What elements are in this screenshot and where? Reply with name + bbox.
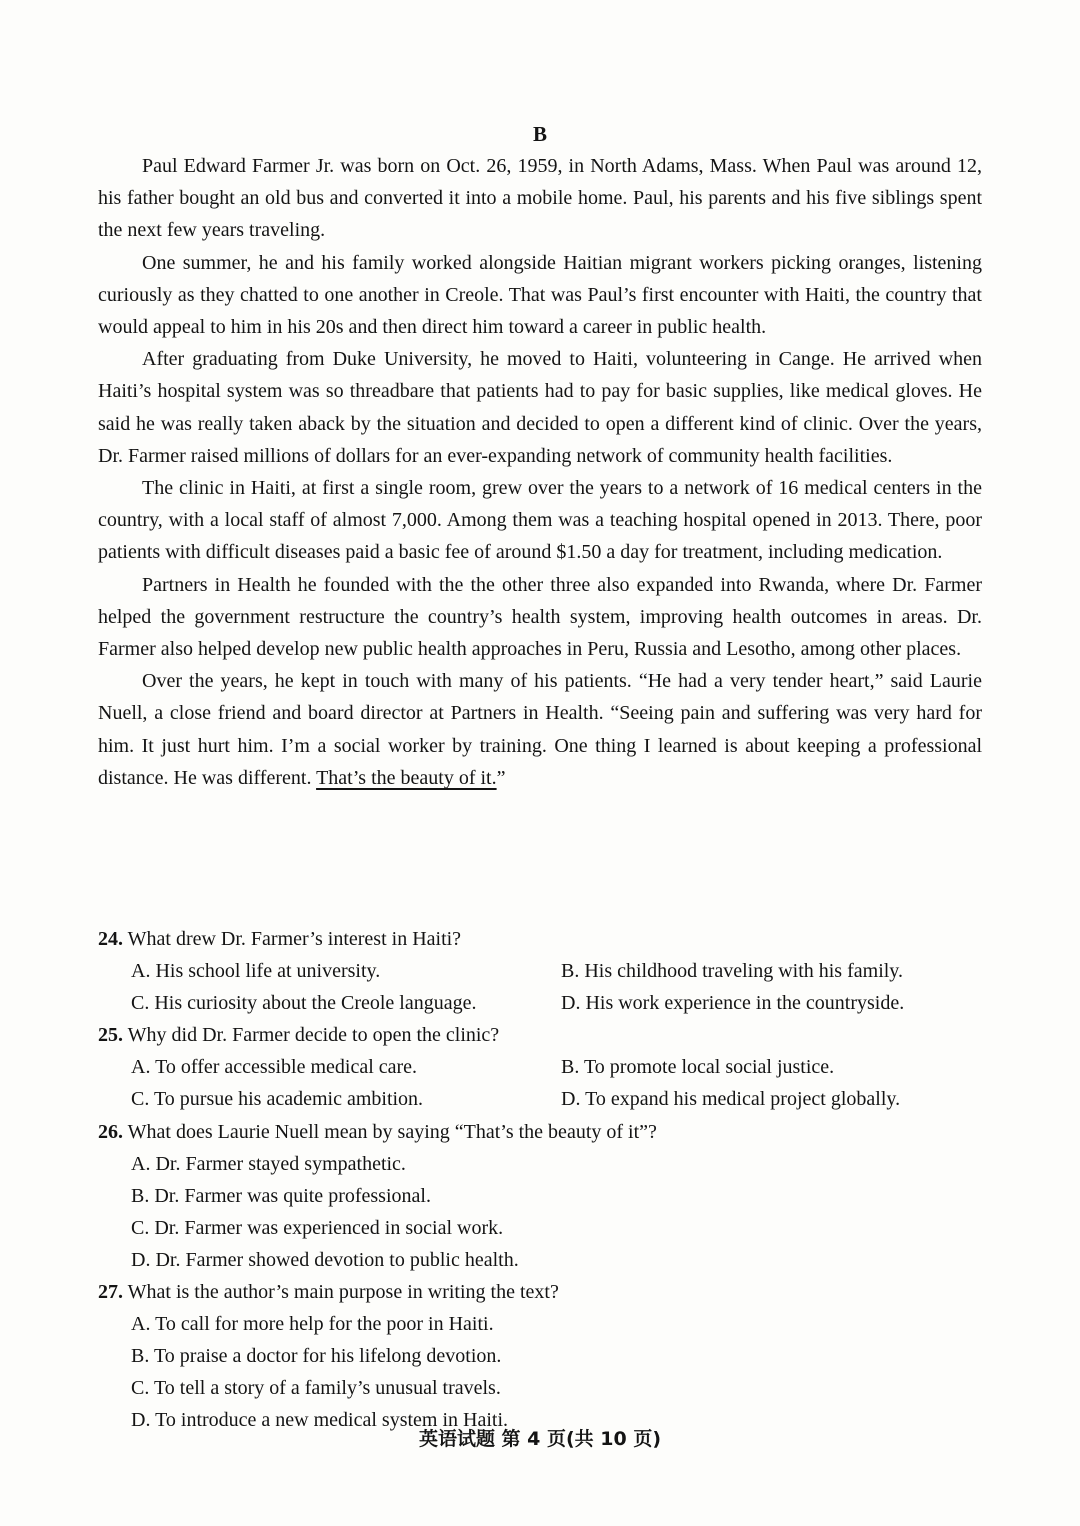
paragraph-1: Paul Edward Farmer Jr. was born on Oct. 26, 1959, in North Adams, Mass. When Paul was around 12, his father bought an old bus and converted it into a mobile home. Paul, his parents and his five siblings spent the next few years traveling. [98, 155, 982, 242]
paragraph-6 [98, 665, 982, 794]
option-d: D. To expand his medical project globally. [561, 1088, 901, 1111]
options [98, 1051, 982, 1115]
options [98, 1308, 982, 1436]
question-stem [98, 923, 982, 955]
page-footer: 英语试题 第 4 页(共 10 页) [418, 1428, 662, 1450]
option-c: C. To tell a story of a family’s unusual travels. [131, 1377, 501, 1400]
section-title: B [532, 122, 547, 146]
question-list [98, 923, 982, 1437]
option-b: B. To praise a doctor for his lifelong devotion. [131, 1345, 502, 1368]
question-24 [98, 923, 982, 1019]
question-text: What drew Dr. Farmer’s interest in Haiti? [127, 928, 462, 950]
option-b: B. To promote local social justice. [561, 1056, 835, 1079]
reading-passage [98, 150, 982, 794]
option-d: D. To introduce a new medical system in Haiti. [131, 1409, 509, 1432]
underlined-quote: That’s the beauty of it. [316, 766, 497, 789]
option-d: D. Dr. Farmer showed devotion to public health. [131, 1248, 519, 1271]
paragraph-5: Partners in Health he founded with the the other three also expanded into Rwanda, where Dr. Farmer helped the government restructure the country’s health system, improving health outcomes in areas. Dr. Farmer also helped develop new public health approaches in Peru, Russia and Lesotho, among other places. [98, 573, 982, 661]
option-a: A. To offer accessible medical care. [131, 1056, 418, 1079]
question-stem [98, 1116, 982, 1148]
option-b: B. Dr. Farmer was quite professional. [131, 1184, 431, 1207]
option-a: A. His school life at university. [131, 960, 381, 983]
question-stem [98, 1276, 982, 1308]
question-text: What is the author’s main purpose in writing the text? [127, 1281, 559, 1304]
question-text: What does Laurie Nuell mean by saying “That’s the beauty of it”? [127, 1120, 657, 1143]
option-c: C. His curiosity about the Creole language. [131, 992, 477, 1015]
question-number: 27. [98, 1281, 123, 1304]
question-25 [98, 1019, 982, 1115]
option-c: C. Dr. Farmer was experienced in social work. [131, 1216, 504, 1239]
closing-quote: ” [496, 766, 506, 789]
question-stem [98, 1019, 982, 1051]
paragraph-2: One summer, he and his family worked alongside Haitian migrant workers picking oranges, listening curiously as they chatted to one another in Creole. That was Paul’s first encounter with Haiti, the country that would appeal to him in his 20s and then direct him toward a career in public health. [98, 251, 982, 339]
question-number: 26. [98, 1120, 123, 1143]
option-a: A. To call for more help for the poor in Haiti. [131, 1313, 494, 1336]
option-a: A. Dr. Farmer stayed sympathetic. [131, 1152, 406, 1175]
option-d: D. His work experience in the countryside. [561, 992, 905, 1015]
option-b: B. His childhood traveling with his family. [561, 960, 904, 983]
options [98, 1148, 982, 1276]
option-c: C. To pursue his academic ambition. [131, 1088, 424, 1111]
question-text: Why did Dr. Farmer decide to open the clinic? [127, 1024, 500, 1047]
question-number: 25. [98, 1024, 123, 1047]
paragraph-3: After graduating from Duke University, he moved to Haiti, volunteering in Cange. He arrived when Haiti’s hospital system was so threadbare that patients had to pay for basic supplies, like medical gloves. He said he was really taken aback by the situation and decided to open a different kind of clinic. Over the years, Dr. Farmer raised millions of dollars for an ever-expanding network of community health facilities. [98, 348, 982, 467]
paragraph-4: The clinic in Haiti, at first a single room, grew over the years to a network of 16 medical centers in the country, with a local staff of almost 7,000. Among them was a teaching hospital opened in 2013. There, poor patients with difficult diseases paid a basic fee of around $1.50 a day for treatment, including medication. [98, 477, 982, 564]
question-number: 24. [98, 928, 123, 950]
question-27 [98, 1276, 982, 1436]
question-26 [98, 1116, 982, 1276]
options [98, 955, 982, 1019]
paragraph-6-text: Over the years, he kept in touch with many of his patients. “He had a very tender heart,” said Laurie Nuell, a close friend and board director at Partners in Health. “Seeing pain and suffering was very hard for him. It just hurt him. I’m a social worker by training. One thing I learned is about keeping a professional distance. He was different. [98, 670, 982, 789]
